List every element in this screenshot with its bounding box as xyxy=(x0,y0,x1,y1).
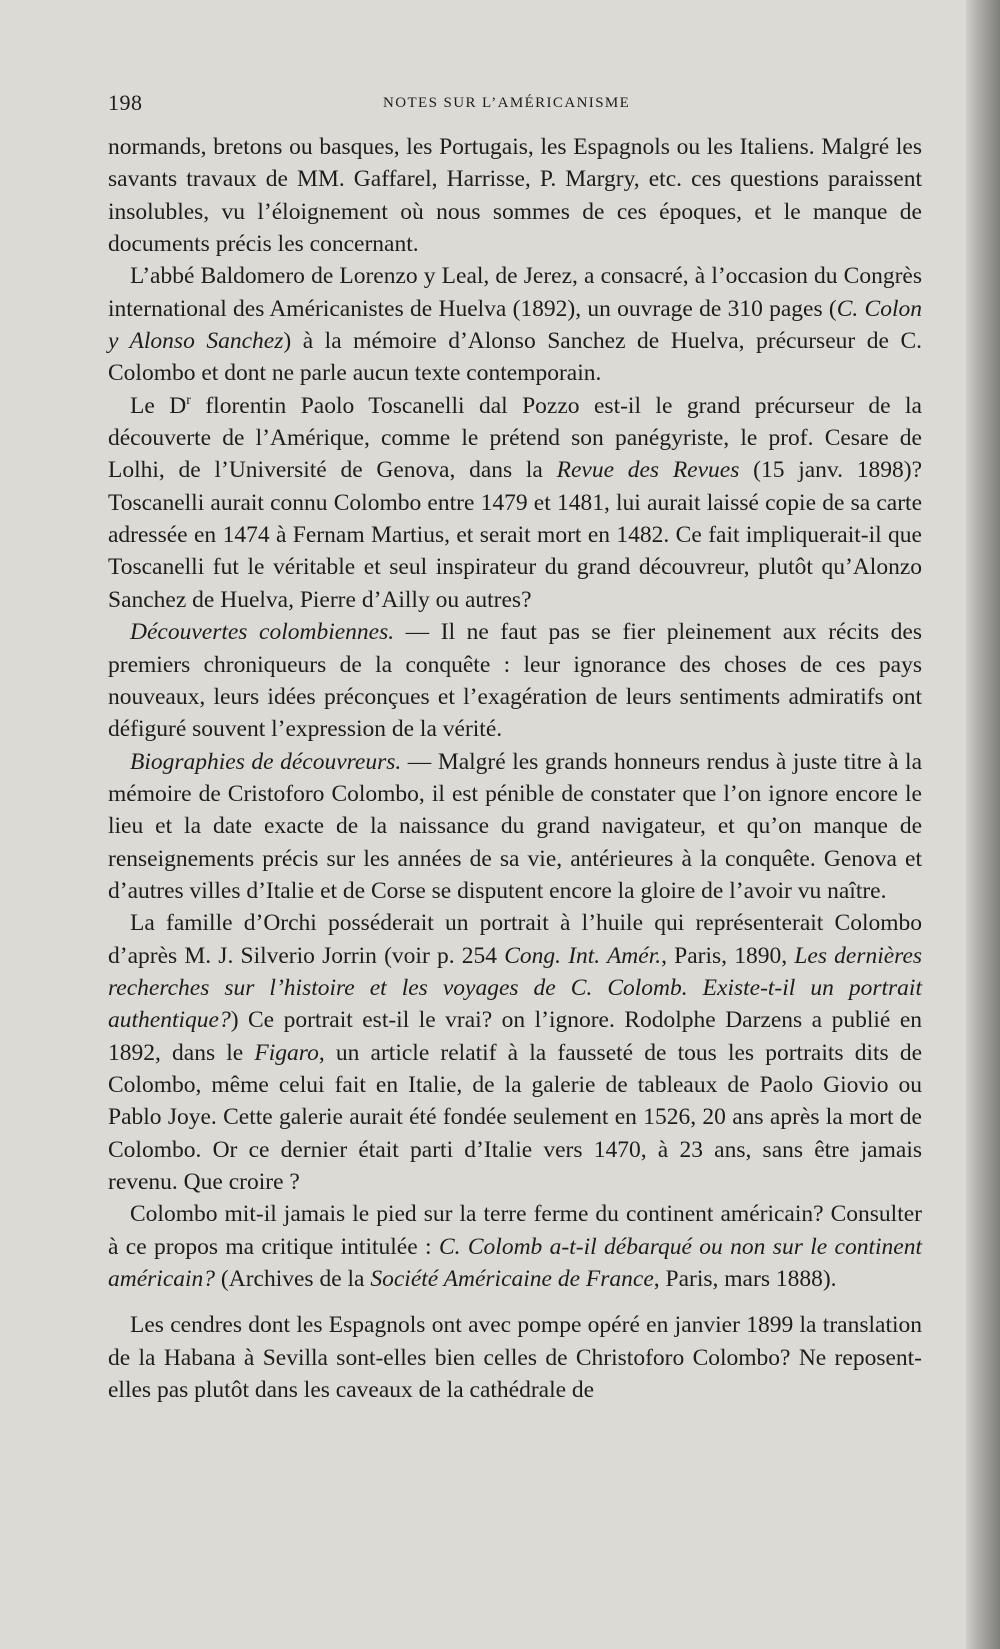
paragraph-2-text-b: ) à la mémoire d’Alonso Sanchez de Huelva, précurseur de C. Colombo et dont ne parle aucun texte contemporain. xyxy=(108,328,922,387)
paragraph-3-journal: Revue des Revues xyxy=(556,457,740,484)
page-header xyxy=(108,90,928,120)
paragraph-2 xyxy=(108,260,922,389)
paragraph-7-text-a: Colombo mit-il jamais le pied sur la terre ferme du continent américain? Consulter à ce propos ma critique intitulée : xyxy=(108,1201,922,1260)
paragraph-6-text-c: ) Ce portrait est-il le vrai? on l’ignore. Rodolphe Darzens a publié en 1892, dans le xyxy=(108,1007,922,1066)
paragraph-3-superscript: r xyxy=(186,392,191,408)
paragraph-7-text-c: , Paris, mars 1888). xyxy=(653,1266,837,1293)
paragraph-7 xyxy=(108,1198,922,1295)
paragraph-7-ref-society: Société Américaine de France xyxy=(370,1266,654,1293)
paragraph-4-text: — Il ne faut pas se fier pleinement aux récits des premiers chroniqueurs de la conquête : leur ignorance des choses de ces pays nouveaux, leurs idées préconçues et l’exagération de leurs sentiments admiratifs ont défiguré souvent l’expression de la vérité. xyxy=(108,619,922,743)
page-body xyxy=(108,131,922,1406)
section-heading-biographies: Biographies de découvreurs. xyxy=(130,748,402,775)
paragraph-4 xyxy=(108,616,922,745)
paragraph-8 xyxy=(108,1309,922,1406)
paragraph-6-ref-congres: Cong. Int. Amér. xyxy=(504,942,662,969)
paragraph-2-text-a: L’abbé Baldomero de Lorenzo y Leal, de Jerez, a consacré, à l’occasion du Congrès international des Américanistes de Huelva (1892), un ouvrage de 310 pages ( xyxy=(108,263,922,322)
paragraph-1-text: normands, bretons ou basques, les Portugais, les Espagnols ou les Italiens. Malgré les savants travaux de MM. Gaffarel, Harrisse, P. Margry, etc. ces questions paraissent insolubles, vu l’éloignement où nous sommes de ces époques, et le manque de documents précis les concernant. xyxy=(108,134,922,258)
running-title: NOTES SUR L’AMÉRICANISME xyxy=(383,95,631,111)
paragraph-3-text-c: (15 janv. 1898)? Toscanelli aurait connu Colombo entre 1479 et 1481, lui aurait laissé copie de sa carte adressée en 1474 à Fernam Martius, et serait mort en 1482. Ce fait impliquerait-il que Toscanelli fut le véritable et seul inspirateur du grand découvreur, plutôt qu’Alonzo Sanchez de Huelva, Pierre d’Ailly ou autres? xyxy=(108,457,923,613)
paragraph-6-ref-title: Les dernières recherches sur l’histoire et les voyages de C. Colomb. Existe-t-il un portrait authentique? xyxy=(108,942,923,1034)
section-heading-decouvertes: Découvertes colombiennes. xyxy=(130,619,395,646)
paragraph-6-text-d: , un article relatif à la fausseté de tous les portraits dits de Colombo, même celui fait en Italie, de la galerie de tableaux de Paolo Giovio ou Pablo Joye. Cette galerie aurait été fondée seulement en 1526, 20 ans après la mort de Colombo. Or ce dernier était parti d’Italie vers 1470, à 23 ans, sans être jamais revenu. Que croire ? xyxy=(108,1039,922,1195)
paragraph-3 xyxy=(108,390,922,616)
paragraph-6-ref-figaro: Figaro xyxy=(254,1039,319,1066)
paragraph-3-text-b: florentin Paolo Toscanelli dal Pozzo est-il le grand précurseur de la découverte de l’Amérique, comme le prétend son panégyriste, le prof. Cesare de Lolhi, de l’Université de Genova, dans la xyxy=(108,392,922,484)
paragraph-3-text-a: Le D xyxy=(130,392,187,419)
paragraph-2-title: C. Colon y Alonso Sanchez xyxy=(108,295,922,355)
paragraph-6 xyxy=(108,907,922,1198)
paragraph-5 xyxy=(108,746,922,908)
page-number: 198 xyxy=(108,90,143,115)
paragraph-1 xyxy=(108,131,922,260)
scan-shadow-edge xyxy=(966,0,1000,1649)
paragraph-5-text: — Malgré les grands honneurs rendus à juste titre à la mémoire de Cristoforo Colombo, il est pénible de constater que l’on ignore encore le lieu et la date exacte de la naissance du grand navigateur, et qu’on manque de renseignements précis sur les années de sa vie, antérieures à la conquête. Genova et d’autres villes d’Italie et de Corse se disputent encore la gloire de l’avoir vu naître. xyxy=(108,748,922,904)
paragraph-8-text: Les cendres dont les Espagnols ont avec pompe opéré en janvier 1899 la translation de la Habana à Sevilla sont-elles bien celles de Christoforo Colombo? Ne reposent-elles pas plutôt dans les caveaux de la cathédrale de xyxy=(108,1312,922,1404)
paragraph-6-text-b: , Paris, 1890, xyxy=(661,942,795,969)
paragraph-7-text-b: (Archives de la xyxy=(215,1266,371,1293)
paragraph-6-text-a: La famille d’Orchi posséderait un portrait à l’huile qui représenterait Colombo d’après M. J. Silverio Jorrin (voir p. 254 xyxy=(108,910,922,969)
paragraph-7-ref-title: C. Colomb a-t-il débarqué ou non sur le continent américain? xyxy=(108,1233,923,1293)
